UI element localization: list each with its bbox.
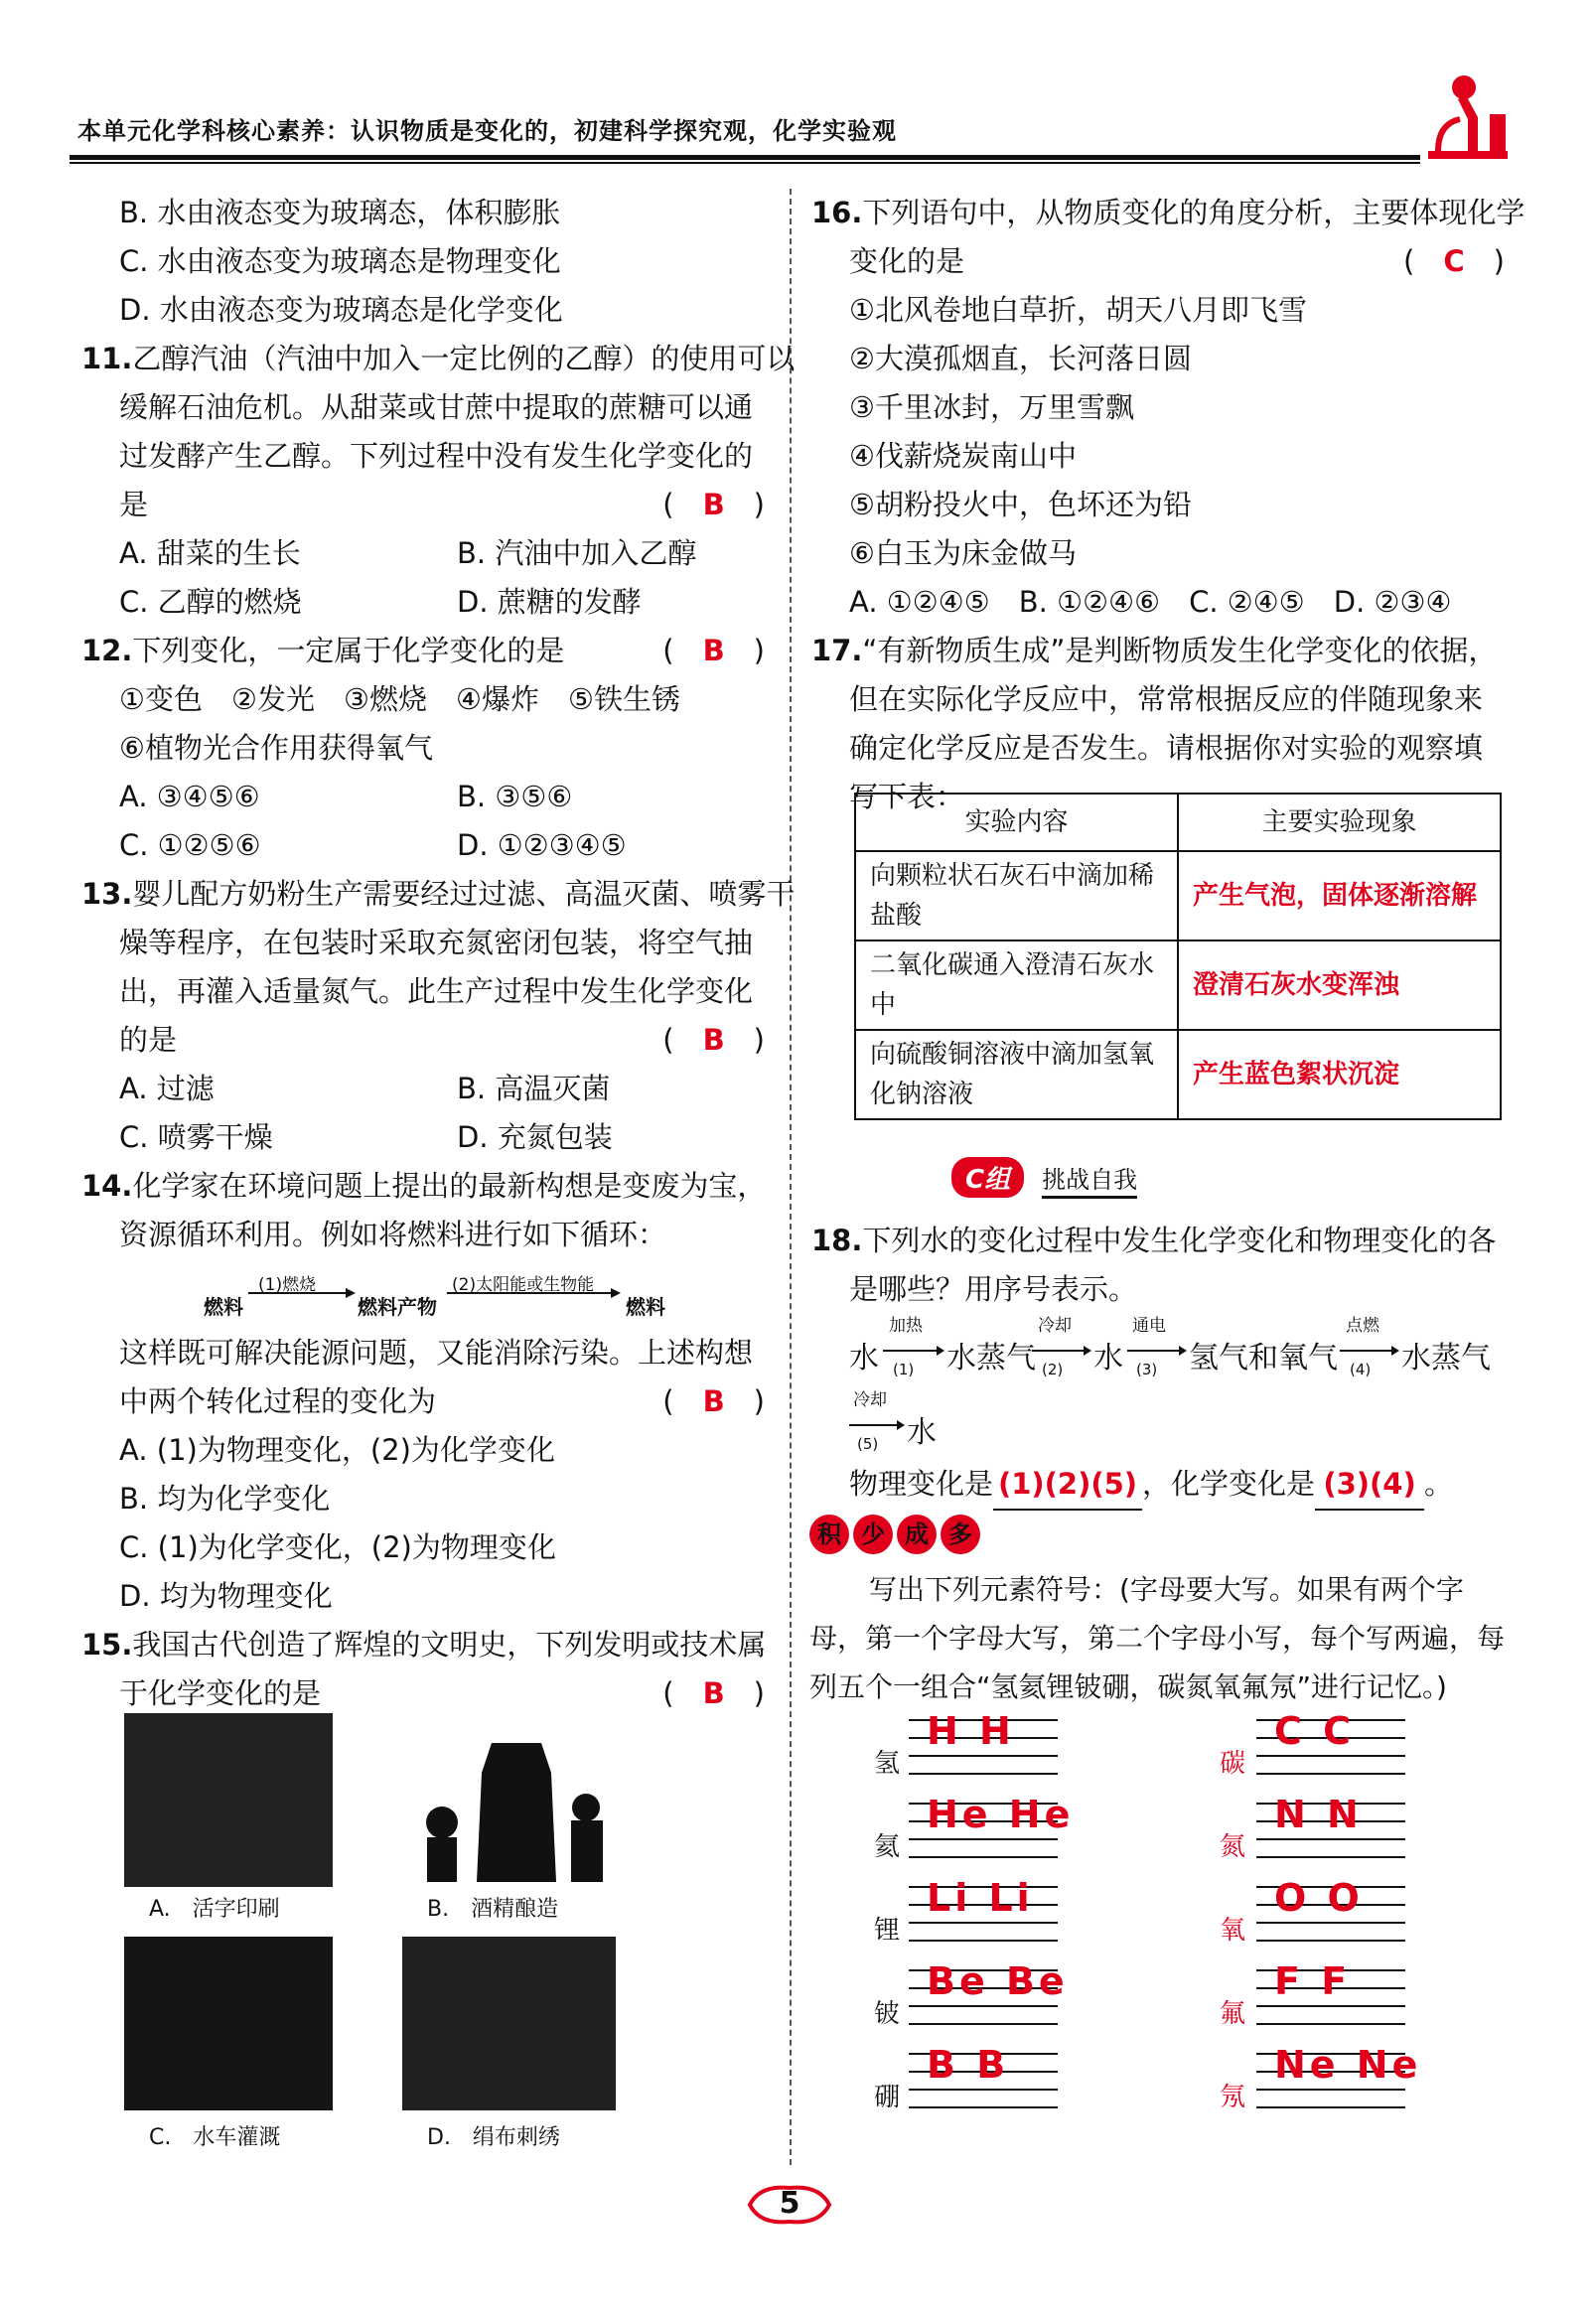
- q16-answer: ( C ): [1403, 244, 1505, 278]
- chain-step-2: (2): [1042, 1361, 1064, 1378]
- element-symbol: N N: [1274, 1793, 1363, 1836]
- q12-option-d: D. ①②③④⑤: [457, 828, 627, 862]
- q10-option-b: B. 水由液态变为玻璃态，体积膨胀: [119, 196, 561, 229]
- table-cell-phenomenon: 澄清石灰水变浑浊: [1178, 941, 1501, 1030]
- element-symbol: O O: [1274, 1876, 1364, 1920]
- q15-stem-line: [81, 1621, 767, 1669]
- cycle-fuel-product: 燃料产物: [358, 1295, 437, 1319]
- q16-item-3: ③千里冰封，万里雪飘: [849, 390, 1134, 424]
- q11-line-1: 乙醇汽油（汽油中加入一定比例的乙醇）的使用可以: [132, 342, 796, 375]
- page-header-title: 本单元化学科核心素养：认识物质是变化的，初建科学探究观，化学实验观: [77, 117, 897, 145]
- q11-line-4-text: 是: [119, 488, 149, 521]
- page-number-text: 5: [779, 2186, 800, 2221]
- table-row: [855, 1030, 1501, 1119]
- table-cell-phenomenon: 产生气泡，固体逐渐溶解: [1178, 851, 1501, 941]
- chain-step-4: (4): [1350, 1361, 1372, 1378]
- element-symbol: Be Be: [927, 1959, 1069, 2003]
- element-name: 氧: [1220, 1916, 1246, 1946]
- q16-item-2: ②大漠孤烟直，长河落日圆: [849, 342, 1192, 375]
- caption-c: C. 水车灌溉: [149, 2125, 281, 2150]
- q11-options-row-2: [119, 578, 765, 627]
- q17-experiment-table: [854, 793, 1502, 1120]
- q11-answer: ( B ): [662, 488, 765, 521]
- right-column: [809, 189, 1525, 821]
- c-group-label: 挑战自我: [1042, 1166, 1137, 1199]
- q13-options-row-1: [119, 1065, 765, 1113]
- chain-label-cool-1: 冷却: [1038, 1316, 1072, 1336]
- table-cell-content: 向颗粒状石灰石中滴加稀盐酸: [855, 851, 1178, 941]
- jsc-char-1: 积: [809, 1515, 849, 1554]
- element-name: 氮: [1220, 1832, 1246, 1862]
- q18-chain-row-1: [849, 1311, 1515, 1380]
- accumulate-instructions: [809, 1565, 1505, 1711]
- element-name: 硼: [874, 2083, 901, 2112]
- header-rule-thin: [70, 162, 1420, 164]
- q12-options-row-2: [119, 821, 765, 870]
- element-symbol: H H: [927, 1709, 1015, 1753]
- header-rule: [70, 155, 1420, 160]
- q14-cycle-diagram: [119, 1259, 765, 1329]
- q15-number: 15.: [81, 1628, 133, 1662]
- q11-line-4: [119, 481, 765, 529]
- chain-steam-2: 水蒸气: [1401, 1341, 1491, 1375]
- jsc-line-3: 列五个一组合“氢氦锂铍硼，碳氮氧氟氖”进行记忆。): [809, 1670, 1447, 1703]
- q13-option-d: D. 充氮包装: [457, 1120, 613, 1154]
- q13-option-c: C. 喷雾干燥: [119, 1120, 273, 1154]
- q17-stem-line: [809, 627, 1505, 675]
- element-symbol: C C: [1274, 1709, 1356, 1753]
- element-name: 锂: [874, 1916, 901, 1946]
- q18-answer-line: [849, 1460, 1453, 1511]
- chain-step-5: (5): [857, 1435, 879, 1453]
- element-name: 氖: [1220, 2083, 1246, 2112]
- chain-arrows-row-1: [849, 1311, 1515, 1380]
- q14-line-3: 这样既可解决能源问题，又能消除污染。上述构想: [119, 1336, 754, 1370]
- table-header-content: 实验内容: [855, 794, 1178, 851]
- jsc-line-2: 母，第一个字母大写，第二个字母小写，每个写两遍，每: [809, 1622, 1506, 1655]
- cycle-fuel-end: 燃料: [626, 1295, 665, 1319]
- chain-steam-1: 水蒸气: [946, 1341, 1036, 1375]
- q14-line-2: 资源循环利用。例如将燃料进行如下循环：: [119, 1218, 667, 1251]
- q16-line-2: [809, 237, 1505, 286]
- q13-options-row-2: [119, 1113, 765, 1162]
- q12-option-a: A. ③④⑤⑥: [119, 780, 260, 813]
- jsc-char-4: 多: [941, 1515, 980, 1554]
- q11-number: 11.: [81, 342, 133, 375]
- chain-hydrogen-oxygen: 氢气和氧气: [1189, 1341, 1338, 1375]
- element-name: 氦: [874, 1832, 901, 1862]
- q12-option-b: B. ③⑤⑥: [457, 780, 573, 813]
- q16-item-4: ④伐薪烧炭南山中: [849, 439, 1077, 473]
- table-row: [855, 851, 1501, 941]
- q12-items-2: ⑥植物光合作用获得氧气: [119, 731, 433, 765]
- table-cell-content: 向硫酸铜溶液中滴加氢氧化钠溶液: [855, 1030, 1178, 1119]
- q16-answer-value: C: [1443, 244, 1465, 278]
- element-symbol: F F: [1274, 1959, 1352, 2003]
- image-waterwheel: [124, 1937, 333, 2110]
- element-name: 碳: [1220, 1749, 1246, 1779]
- chain-step-1: (1): [893, 1361, 915, 1378]
- jsc-line-1: 写出下列元素符号：(字母要大写。如果有两个字: [869, 1573, 1464, 1606]
- q17-line-2: 但在实际化学反应中，常常根据反应的伴随现象来: [849, 682, 1484, 716]
- q12-answer: ( B ): [662, 634, 765, 667]
- q16-options: A. ①②④⑤ B. ①②④⑥ C. ②④⑤ D. ②③④: [849, 585, 1452, 619]
- q11-stem-line: [81, 335, 796, 383]
- caption-b: B. 酒精酿造: [427, 1897, 559, 1922]
- element-name: 氢: [874, 1749, 901, 1779]
- q18-chemical-label: ，化学变化是: [1142, 1467, 1316, 1501]
- q17-line-3: 确定化学反应是否发生。请根据你对实验的观察填: [849, 731, 1484, 765]
- q13-line-2: 燥等程序，在包装时采取充氮密闭包装，将空气抽: [119, 926, 754, 959]
- q12-items-1: ①变色 ②发光 ③燃烧 ④爆炸 ⑤铁生锈: [119, 682, 680, 716]
- q18-chain-row-2: [849, 1385, 1048, 1455]
- q16-stem-line: [809, 189, 1525, 237]
- jsc-char-3: 成: [897, 1515, 937, 1554]
- q14-line-4-text: 中两个转化过程的变化为: [119, 1384, 437, 1418]
- q13-option-a: A. 过滤: [119, 1072, 215, 1105]
- q11-line-3: 过发酵产生乙醇。下列过程中没有发生化学变化的: [119, 439, 754, 473]
- q18-line-1: 下列水的变化过程中发生化学变化和物理变化的各: [862, 1224, 1497, 1257]
- c-group-badge: C组: [951, 1157, 1024, 1198]
- element-symbol: He He: [927, 1793, 1075, 1836]
- q12-options-row-1: [119, 773, 765, 821]
- q13-line-1: 婴儿配方奶粉生产需要经过过滤、高温灭菌、喷雾干: [132, 877, 796, 911]
- image-type-printing: [124, 1713, 333, 1887]
- q16-item-1: ①北风卷地白草折，胡天八月即飞雪: [849, 293, 1307, 327]
- chain-water-2: 水: [1093, 1341, 1123, 1375]
- element-symbol: Ne Ne: [1274, 2043, 1422, 2087]
- q18-line-2: 是哪些？用序号表示。: [849, 1272, 1138, 1306]
- chain-water-3: 水: [907, 1415, 937, 1450]
- q13-stem-line: [81, 870, 796, 919]
- q15-answer-value: B: [702, 1676, 725, 1710]
- chain-arrow-row-2: [849, 1385, 1048, 1455]
- q13-line-4-text: 的是: [119, 1023, 178, 1057]
- q14-line-4: [119, 1377, 765, 1426]
- q14-option-c: C. (1)为化学变化，(2)为物理变化: [119, 1530, 556, 1564]
- q14-option-b: B. 均为化学变化: [119, 1482, 331, 1516]
- q14-answer: ( B ): [662, 1384, 765, 1418]
- q15-line-1: 我国古代创造了辉煌的文明史，下列发明或技术属: [132, 1628, 767, 1662]
- q11-option-a: A. 甜菜的生长: [119, 536, 301, 570]
- q17-number: 17.: [811, 634, 863, 667]
- chain-water-1: 水: [849, 1341, 879, 1375]
- q13-answer-value: B: [702, 1023, 725, 1057]
- q14-option-a: A. (1)为物理变化，(2)为化学变化: [119, 1433, 555, 1467]
- cycle-step-2: (2)太阳能或生物能: [452, 1275, 595, 1295]
- q18-number: 18.: [811, 1224, 863, 1257]
- q15-answer: ( B ): [662, 1676, 765, 1710]
- q16-item-6: ⑥白玉为床金做马: [849, 536, 1077, 570]
- column-divider: [790, 189, 792, 2165]
- q11-line-2: 缓解石油危机。从甜菜或甘蔗中提取的蔗糖可以通: [119, 390, 754, 424]
- q11-option-d: D. 蔗糖的发酵: [457, 585, 642, 619]
- table-cell-content: 二氧化碳通入澄清石灰水中: [855, 941, 1178, 1030]
- q14-line-1: 化学家在环境问题上提出的最新构想是变废为宝，: [132, 1169, 767, 1203]
- chain-label-electrify: 通电: [1132, 1316, 1166, 1336]
- q15-line-2: [119, 1669, 765, 1718]
- q10-option-d: D. 水由液态变为玻璃态是化学变化: [119, 293, 563, 327]
- q11-option-b: B. 汽油中加入乙醇: [457, 536, 697, 570]
- q18-block: [809, 1217, 1505, 1314]
- q14-answer-value: B: [702, 1384, 725, 1418]
- element-name: 氟: [1220, 1999, 1246, 2029]
- q12-option-c: C. ①②⑤⑥: [119, 828, 261, 862]
- q18-physical-label: 物理变化是: [849, 1467, 994, 1501]
- q14-option-d: D. 均为物理变化: [119, 1579, 333, 1613]
- q16-number: 16.: [811, 196, 863, 229]
- cycle-fuel-start: 燃料: [204, 1295, 243, 1319]
- q13-number: 13.: [81, 877, 133, 911]
- table-row: [855, 941, 1501, 1030]
- q12-stem-line: [81, 627, 765, 675]
- q11-answer-value: B: [702, 488, 725, 521]
- q14-stem-line: [81, 1162, 767, 1211]
- q13-answer: ( B ): [662, 1023, 765, 1057]
- q16-item-5: ⑤胡粉投火中，色坏还为铅: [849, 488, 1192, 521]
- q13-option-b: B. 高温灭菌: [457, 1072, 611, 1105]
- q17-line-1: “有新物质生成”是判断物质发生化学变化的依据，: [862, 634, 1498, 667]
- q16-line-2-text: 变化的是: [849, 244, 965, 278]
- table-cell-phenomenon: 产生蓝色絮状沉淀: [1178, 1030, 1501, 1119]
- q12-stem: 下列变化，一定属于化学变化的是: [132, 634, 565, 667]
- chain-label-ignite: 点燃: [1346, 1316, 1379, 1336]
- microscope-logo-icon: [1398, 60, 1518, 169]
- caption-a: A. 活字印刷: [149, 1897, 280, 1922]
- q18-period: 。: [1424, 1467, 1454, 1501]
- q16-line-1: 下列语句中，从物质变化的角度分析，主要体现化学: [862, 196, 1525, 229]
- q12-answer-value: B: [702, 634, 725, 667]
- q13-line-3: 出，再灌入适量氮气。此生产过程中发生化学变化: [119, 974, 754, 1008]
- q12-number: 12.: [81, 634, 133, 667]
- table-header-phenomenon: 主要实验现象: [1178, 794, 1501, 851]
- q18-physical-answer: (1)(2)(5): [993, 1460, 1142, 1511]
- q18-chemical-answer: (3)(4): [1315, 1460, 1424, 1511]
- element-name: 铍: [874, 1999, 901, 2029]
- q11-option-c: C. 乙醇的燃烧: [119, 585, 302, 619]
- page-number: [740, 2180, 839, 2230]
- left-column: [81, 189, 796, 1718]
- q15-line-2-text: 于化学变化的是: [119, 1676, 322, 1710]
- cycle-step-1: (1)燃烧: [258, 1275, 317, 1295]
- caption-d: D. 绢布刺绣: [427, 2125, 560, 2150]
- image-embroidery: [402, 1937, 616, 2110]
- chain-label-cool-2: 冷却: [853, 1390, 887, 1410]
- element-symbol: B B: [927, 2043, 1010, 2087]
- chain-step-3: (3): [1136, 1361, 1158, 1378]
- jsc-char-2: 少: [853, 1515, 893, 1554]
- q14-number: 14.: [81, 1169, 133, 1203]
- accumulate-banner: [809, 1515, 984, 1554]
- q10-option-c: C. 水由液态变为玻璃态是物理变化: [119, 244, 561, 278]
- q17-line-4: 写下表：: [849, 780, 965, 813]
- q18-stem-line: [809, 1217, 1505, 1265]
- image-wine-brewing: [402, 1713, 616, 1887]
- table-header-row: [855, 794, 1501, 851]
- element-symbol: Li Li: [927, 1876, 1034, 1920]
- q13-line-4: [119, 1016, 765, 1065]
- c-group-banner: [951, 1157, 1137, 1198]
- chain-label-heat: 加热: [889, 1316, 923, 1336]
- q11-options-row-1: [119, 529, 765, 578]
